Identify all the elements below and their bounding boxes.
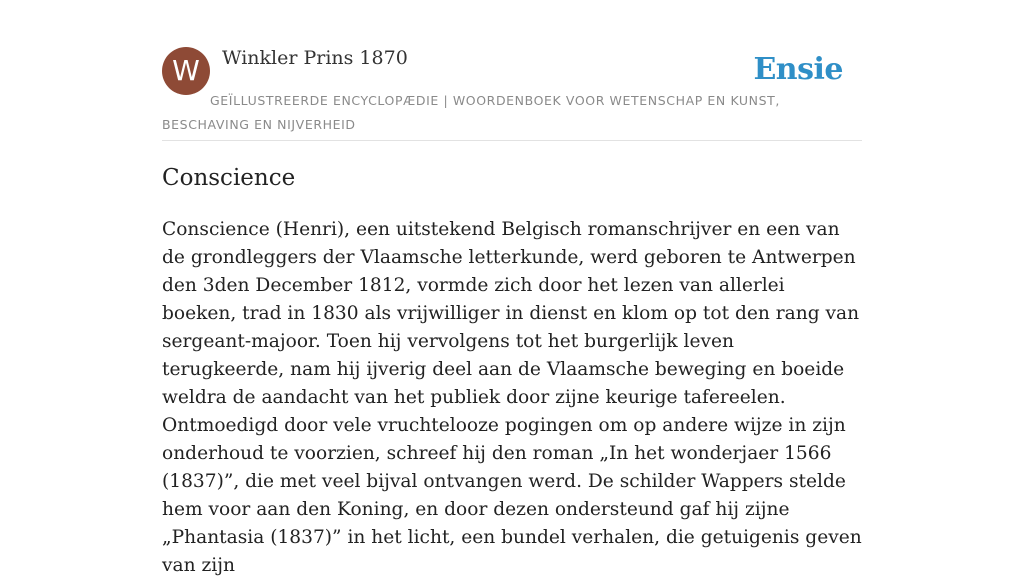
ensie-logo-link[interactable]: Ensie xyxy=(753,52,843,87)
article-body: Conscience (Henri), een uitstekend Belgisch romanschrijver en een van de grondleggers der Vlaamsche letterkunde, werd geboren te Antwerpen den 3den December 1812, vormde zich door het lezen van allerlei boeken, trad in 1830 als vrijwilliger in dienst en klom op tot den rang van sergeant-majoor. Toen hij vervolgens tot het burgerlijk leven terugkeerde, nam hij ijverig deel aan de Vlaamsche beweging en boeide weldra de aandacht van het publiek door zijne keurige tafereelen. Ontmoedigd door vele vruchtelooze pogingen om op andere wijze in zijn onderhoud te voorzien, schreef hij den roman „In het wonderjaer 1566 (1837)”, die met veel bijval ontvangen werd. De schilder Wappers stelde hem voor aan den Koning, en door dezen ondersteund gaf hij zijne „Phantasia (1837)” in het licht, een bundel verhalen, die getuigenis geven van zijn xyxy=(162,219,862,576)
article-title: Conscience xyxy=(162,165,296,191)
source-avatar[interactable]: W xyxy=(162,47,210,95)
source-subtitle: GEÏLLUSTREERDE ENCYCLOPÆDIE | WOORDENBOEK VOOR WETENSCHAP EN KUNST, BESCHAVING EN NIJVERHEID xyxy=(162,93,780,132)
source-title-link[interactable]: Winkler Prins 1870 xyxy=(222,47,408,69)
source-header xyxy=(162,46,862,141)
